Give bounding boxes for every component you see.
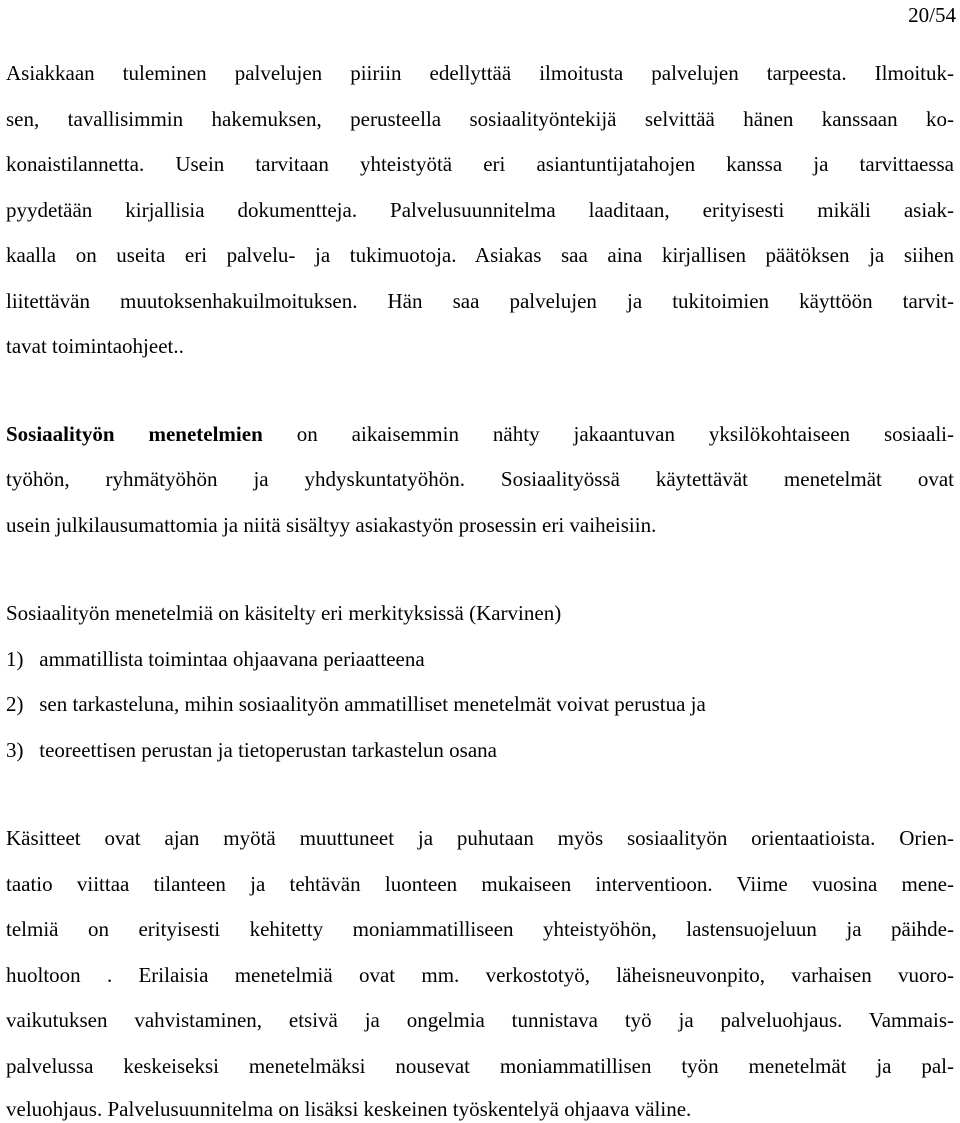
list-number: 1) — [6, 647, 24, 671]
paragraph-line: vaikutuksen vahvistaminen, etsivä ja ongelmia tunnistava työ ja palveluohjaus. Vammais- — [6, 1008, 954, 1032]
paragraph-line: taatio viittaa tilanteen ja tehtävän luonteen mukaiseen interventioon. Viime vuosina mene- — [6, 872, 954, 896]
line-text: on aikaisemmin nähty jakaantuvan yksilökohtaiseen sosiaali- — [262, 422, 954, 446]
paragraph-line: pyydetään kirjallisia dokumentteja. Palvelusuunnitelma laaditaan, erityisesti mikäli asiak- — [6, 198, 954, 222]
paragraph-line: huoltoon . Erilaisia menetelmiä ovat mm. verkostotyö, läheisneuvonpito, varhaisen vuoro- — [6, 963, 954, 987]
paragraph-line: telmiä on erityisesti kehitetty moniammatilliseen yhteistyöhön, lastensuojeluun ja päihde- — [6, 917, 954, 941]
paragraph-line: kaalla on useita eri palvelu- ja tukimuotoja. Asiakas saa aina kirjallisen päätöksen ja siihen — [6, 243, 954, 267]
paragraph-line: veluohjaus. Palvelusuunnitelma on lisäksi keskeinen työskentelyä ohjaava väline. — [6, 1097, 692, 1121]
paragraph-line: liitettävän muutoksenhakuilmoituksen. Hän saa palvelujen ja tukitoimien käyttöön tarvit- — [6, 289, 954, 313]
paragraph-line — [6, 421, 954, 447]
paragraph-line: sen, tavallisimmin hakemuksen, perusteella sosiaalityöntekijä selvittää hänen kanssaan ko- — [6, 107, 954, 131]
paragraph-line: työhön, ryhmätyöhön ja yhdyskuntatyöhön. Sosiaalityössä käytettävät menetelmät ovat — [6, 467, 954, 491]
list-item — [6, 737, 954, 763]
paragraph-line: konaistilannetta. Usein tarvitaan yhteistyötä eri asiantuntijatahojen kanssa ja tarvittaessa — [6, 152, 954, 176]
list-number: 2) — [6, 692, 24, 716]
page-number: 20/54 — [908, 3, 956, 27]
paragraph-line: Käsitteet ovat ajan myötä muuttuneet ja puhutaan myös sosiaalityön orientaatioista. Orien- — [6, 826, 954, 850]
list-intro: Sosiaalityön menetelmiä on käsitelty eri merkityksissä (Karvinen) — [6, 601, 562, 625]
list-text: ammatillista toimintaa ohjaavana periaatteena — [39, 647, 425, 671]
paragraph-line: usein julkilausumattomia ja niitä sisältyy asiakastyön prosessin eri vaiheisiin. — [6, 513, 657, 537]
list-item — [6, 691, 954, 717]
bold-term: Sosiaalityön menetelmien — [6, 422, 263, 446]
list-number: 3) — [6, 738, 24, 762]
paragraph-line: palvelussa keskeiseksi menetelmäksi nousevat moniammatillisen työn menetelmät ja pal- — [6, 1054, 954, 1078]
paragraph-line: tavat toimintaohjeet.. — [6, 334, 184, 358]
paragraph-line: Asiakkaan tuleminen palvelujen piiriin edellyttää ilmoitusta palvelujen tarpeesta. Ilmoituk- — [6, 61, 954, 85]
list-text: sen tarkasteluna, mihin sosiaalityön ammatilliset menetelmät voivat perustua ja — [39, 692, 706, 716]
list-text: teoreettisen perustan ja tietoperustan tarkastelun osana — [39, 738, 497, 762]
list-item — [6, 646, 954, 672]
